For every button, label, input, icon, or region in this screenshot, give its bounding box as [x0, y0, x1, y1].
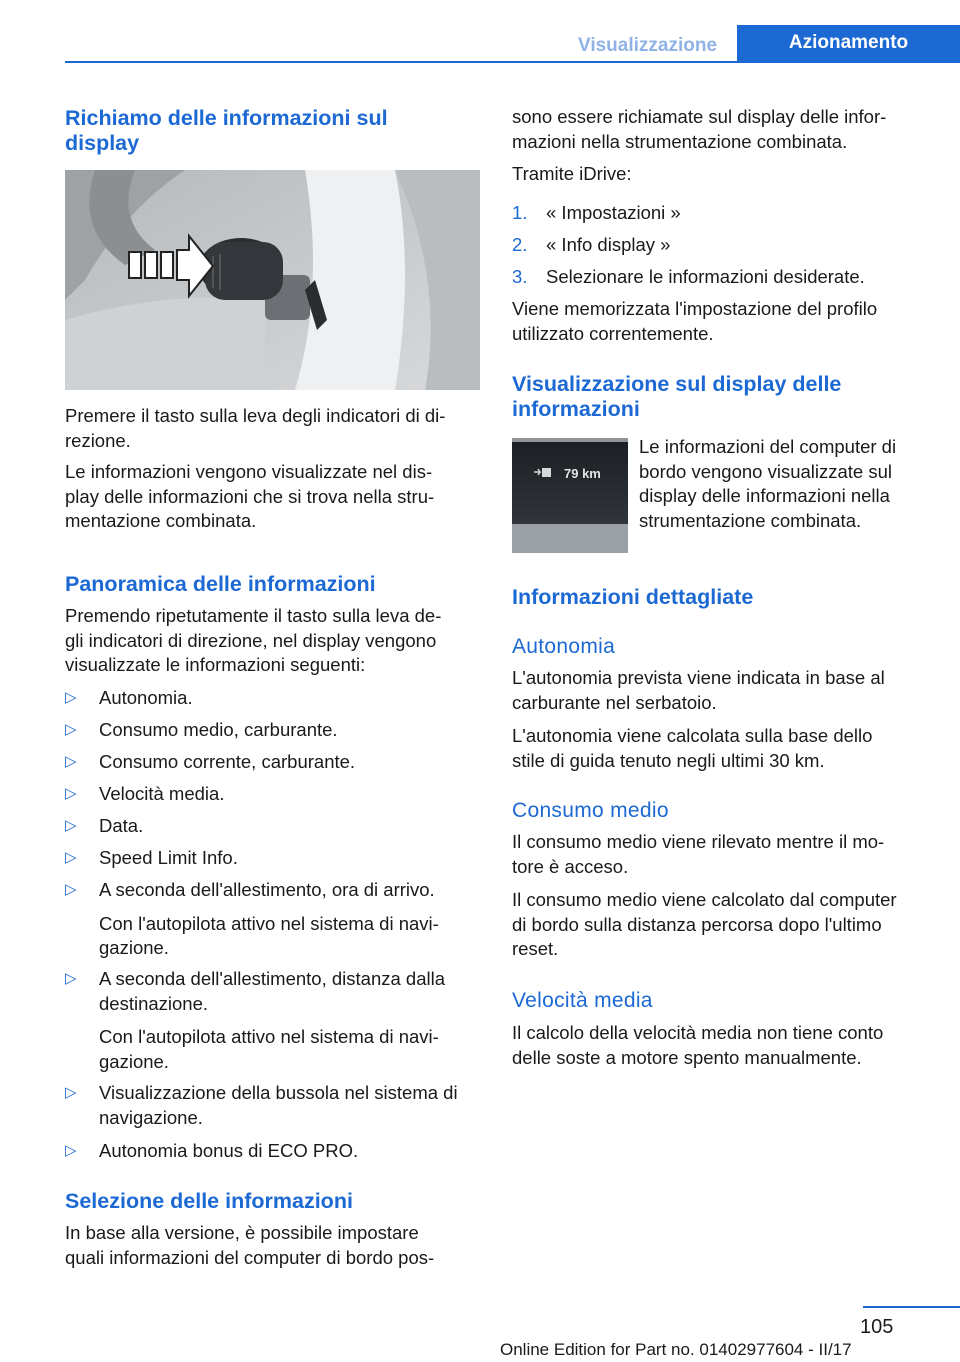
header-tab-azionamento[interactable]: Azionamento: [737, 25, 960, 61]
info-display-figure: [512, 438, 628, 553]
text-line: carburante nel serbatoio.: [512, 691, 717, 713]
bullet-note: Con l'autopilota attivo nel sistema di navi-: [99, 1026, 439, 1047]
bullet-note: gazione.: [99, 1050, 169, 1072]
paragraph-computer-bordo: [639, 435, 939, 533]
header-rule: [65, 61, 960, 63]
text-line: Il calcolo della velocità media non tiene conto: [512, 1022, 884, 1043]
paragraph-informazioni-display: [65, 460, 485, 534]
bullet-text: A seconda dell'allestimento, ora di arrivo.: [99, 879, 435, 900]
text-line: sono essere richiamate sul display delle infor-: [512, 106, 887, 127]
text-line: Il consumo medio viene calcolato dal computer: [512, 889, 897, 910]
bullet-note: gazione.: [99, 937, 169, 958]
text-line: Le informazioni del computer di: [639, 436, 897, 457]
text-line: Le informazioni vengono visualizzate nel dis-: [65, 461, 433, 482]
text-line: visualizzate le informazioni seguenti:: [65, 654, 366, 675]
step-text: Selezionare le informazioni desiderate.: [546, 266, 865, 287]
triangle-bullet-icon: ▷: [65, 849, 77, 866]
heading-autonomia: Autonomia: [512, 635, 616, 658]
bullet-text: Speed Limit Info.: [99, 847, 238, 868]
bullet-text: Velocità media.: [99, 783, 225, 804]
paragraph-continuation: [512, 105, 942, 154]
paragraph-tramite-idrive: Tramite iDrive:: [512, 163, 632, 184]
step-number: 3.: [512, 266, 528, 287]
bullet-text: Consumo medio, carburante.: [99, 719, 338, 740]
text-line: mazioni nella strumentazione combinata.: [512, 130, 848, 152]
text-line: bordo vengono visualizzate sul: [639, 460, 892, 482]
text-line: tore è acceso.: [512, 855, 629, 877]
text-line: Premendo ripetutamente il tasto sulla leva de-: [65, 605, 442, 626]
paragraph-premere: [65, 404, 485, 453]
text-line: reset.: [512, 938, 559, 959]
text-line: Viene memorizzata l'impostazione del profilo: [512, 298, 878, 319]
display-illustration: [512, 438, 628, 553]
text-line: di bordo sulla distanza percorsa dopo l'ultimo: [512, 913, 882, 935]
triangle-bullet-icon: ▷: [65, 721, 77, 738]
bullet-text: navigazione.: [99, 1106, 203, 1128]
triangle-bullet-icon: ▷: [65, 881, 77, 898]
step-text: « Info display »: [546, 234, 671, 255]
bullet-text: Data.: [99, 815, 144, 836]
triangle-bullet-icon: ▷: [65, 785, 77, 802]
text-line: In base alla versione, è possibile impostare: [65, 1222, 419, 1243]
triangle-bullet-icon: ▷: [65, 1084, 77, 1101]
paragraph-memorizzata: [512, 297, 942, 346]
range-readout: 79 km: [564, 466, 601, 481]
text-line: delle soste a motore spento manualmente.: [512, 1046, 862, 1068]
paragraph-base-versione: [65, 1221, 485, 1270]
heading-velocita-media: Velocità media: [512, 989, 653, 1012]
text-line: L'autonomia viene calcolata sulla base dello: [512, 725, 873, 746]
paragraph-consumo-1: [512, 830, 942, 879]
step-text: « Impostazioni »: [546, 202, 681, 223]
paragraph-autonomia-2: [512, 724, 942, 773]
step-number: 2.: [512, 234, 528, 255]
text-line: Premere il tasto sulla leva degli indicatori di di-: [65, 405, 446, 426]
bullet-note: Con l'autopilota attivo nel sistema di navi-: [99, 912, 439, 934]
text-line: play delle informazioni che si trova nella stru-: [65, 485, 435, 507]
heading-selezione: Selezione delle informazioni: [65, 1189, 353, 1213]
footer-rule: [863, 1306, 960, 1308]
paragraph-consumo-2: [512, 888, 942, 962]
text-line: quali informazioni del computer di bordo pos-: [65, 1246, 435, 1268]
heading-visualizzazione-display: Visualizzazione sul display delle informazioni: [512, 372, 842, 421]
paragraph-autonomia-1: [512, 666, 942, 715]
heading-richiamo: Richiamo delle informazioni sul display: [65, 106, 388, 155]
text-line: strumentazione combinata.: [639, 509, 862, 531]
footer-edition: Online Edition for Part no. 01402977604 - II/17: [500, 1340, 852, 1359]
bullet-text: Autonomia.: [99, 687, 193, 708]
header-tab-visualizzazione[interactable]: Visualizzazione: [577, 35, 718, 56]
page-number: 105: [860, 1316, 894, 1338]
text-line: mentazione combinata.: [65, 510, 257, 531]
triangle-bullet-icon: ▷: [65, 1142, 77, 1159]
text-line: stile di guida tenuto negli ultimi 30 km.: [512, 749, 825, 771]
text-line: Il consumo medio viene rilevato mentre il mo-: [512, 831, 885, 852]
text-line: utilizzato correntemente.: [512, 322, 714, 344]
triangle-bullet-icon: ▷: [65, 753, 77, 770]
triangle-bullet-icon: ▷: [65, 689, 77, 706]
heading-consumo-medio: Consumo medio: [512, 799, 669, 822]
lever-illustration: [65, 170, 480, 390]
step-number: 1.: [512, 202, 528, 223]
bullet-text: A seconda dell'allestimento, distanza dalla: [99, 968, 445, 989]
triangle-bullet-icon: ▷: [65, 970, 77, 987]
bullet-text: Visualizzazione della bussola nel sistema di: [99, 1082, 458, 1103]
text-line: rezione.: [65, 429, 131, 451]
text-line: display delle informazioni nella: [639, 485, 890, 506]
heading-panoramica: Panoramica delle informazioni: [65, 572, 376, 596]
bullet-text: Autonomia bonus di ECO PRO.: [99, 1140, 359, 1161]
text-line: L'autonomia prevista viene indicata in base al: [512, 667, 885, 688]
paragraph-velocita: [512, 1021, 942, 1070]
text-line: gli indicatori di direzione, nel display vengono: [65, 629, 437, 651]
bullet-text: destinazione.: [99, 992, 209, 1014]
heading-dettagliate: Informazioni dettagliate: [512, 585, 754, 609]
paragraph-premendo: [65, 604, 485, 678]
bullet-text: Consumo corrente, carburante.: [99, 751, 356, 772]
turn-signal-lever-figure: [65, 170, 480, 390]
triangle-bullet-icon: ▷: [65, 817, 77, 834]
